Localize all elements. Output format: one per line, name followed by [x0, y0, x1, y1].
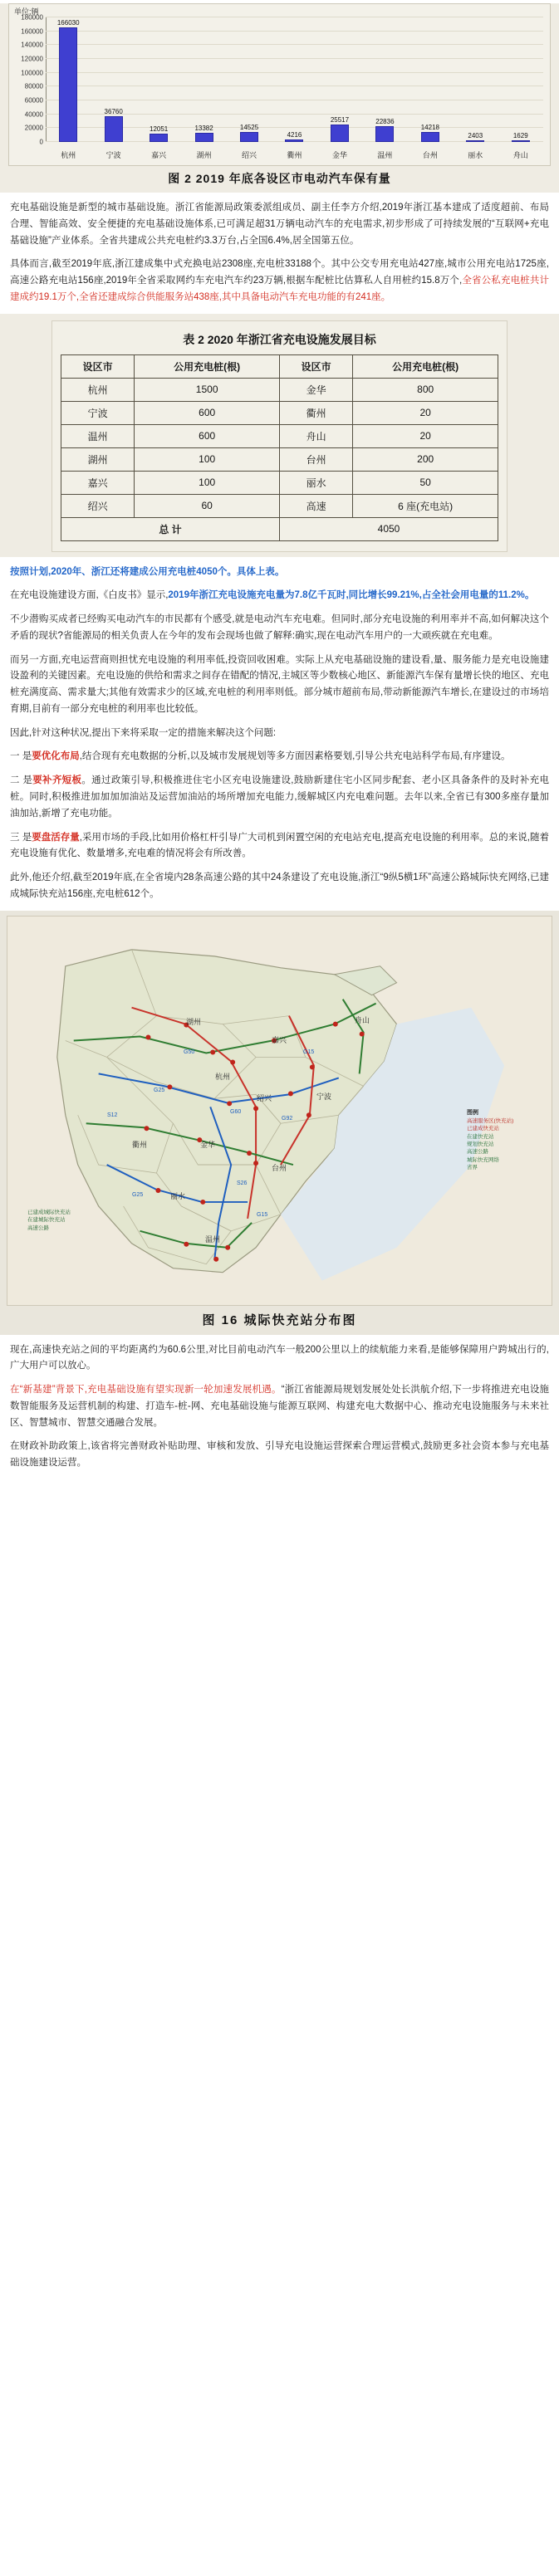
paragraph-13-rest: “浙江省能源局规划发展处处长洪航介绍,下一步将推进充电设施数智能服务及运营机制的构建、打造车-桩-网、充电基础设施与能源互联网、构建充电大数据中心、推动充电设施服务与未来社区、智慧城市、智慧交通融合发展。 — [10, 1385, 549, 1428]
map-city-label: 绍兴 — [257, 1093, 272, 1102]
bar-value-label: 22836 — [375, 117, 395, 125]
table-cell: 丽水 — [279, 471, 352, 494]
table-row — [61, 471, 498, 494]
map-legend — [467, 1109, 547, 1172]
bar-value-label: 14218 — [420, 124, 439, 132]
measure-2-text: 。通过政策引导,积极推进住宅小区充电设施建设,鼓励新建住宅小区同步配套、老小区具备条件的及时补充电桩。同时,积极推进加加加加油站及运营加油站的场所增加充电能力,缓解城区内充电难问题。去年以来,全省已有300多座存量加油加站,新增了充电功能。 — [10, 775, 550, 819]
legend-secondary-item: 已建成城际快充站 — [27, 1209, 71, 1215]
table-cell: 20 — [353, 424, 498, 447]
table-cell: 50 — [353, 471, 498, 494]
table-cell: 衢州 — [279, 401, 352, 424]
bar-chart — [8, 3, 551, 166]
measure-3-text: ,采用市场的手段,比如用价格杠杆引导广大司机到闲置空闲的充电站充电,提高充电设施的利用率。总的来说,随着充电设施有优化、数量增多,充电难的情况将会有所改善。 — [10, 832, 550, 859]
map-road-label: G92 — [282, 1115, 293, 1122]
paragraph-10 — [10, 830, 549, 863]
bar — [421, 132, 439, 142]
paragraph-11: 此外,他还介绍,截至2019年底,在全省境内28条高速公路的其中24条建设了充电设施,浙江“9纵5横1环”高速公路城际快充网络,已建成城际快充站156座,充电桩612个。 — [10, 873, 549, 899]
table-cell: 绍兴 — [61, 494, 135, 517]
paragraph-13-quote: 在“新基建”背景下,充电基础设施有望实现新一轮加速发展机遇。 — [10, 1385, 282, 1396]
y-tick-label: 40000 — [24, 110, 43, 119]
measure-3-prefix: 三 是 — [10, 832, 32, 843]
figure-16-caption: 图 16 城际快充站分布图 — [202, 1312, 357, 1327]
bar-column — [372, 17, 397, 142]
x-tick-label: 嘉兴 — [151, 151, 167, 159]
measure-3-keyword: 要盘活存量 — [32, 832, 80, 843]
y-tick-label: 80000 — [24, 82, 43, 90]
x-tick-label: 衢州 — [287, 151, 302, 159]
table-cell: 20 — [353, 401, 498, 424]
x-tick-label: 台州 — [422, 151, 438, 159]
table-row — [61, 424, 498, 447]
bar-column — [508, 17, 533, 142]
table-header-cell: 设区市 — [61, 354, 135, 378]
text-block-2 — [0, 557, 559, 903]
measure-2-keyword: 要补齐短板 — [32, 775, 82, 786]
table-cell: 600 — [135, 401, 280, 424]
legend-item: 省界 — [467, 1165, 478, 1171]
bar-column — [327, 17, 352, 142]
bar-series — [46, 17, 543, 142]
map-legend-secondary — [27, 1209, 71, 1233]
table-header-cell: 公用充电桩(根) — [353, 354, 498, 378]
bar-column — [101, 17, 126, 142]
measure-1-keyword: 要优化布局 — [32, 751, 80, 762]
table-2-frame — [51, 320, 508, 552]
legend-item: 城际快充网络 — [467, 1156, 499, 1163]
measure-2-prefix: 二 是 — [10, 775, 33, 786]
bar — [512, 140, 530, 142]
bar-column — [237, 17, 262, 142]
paragraph-12: 现在,高速快充站之间的平均距离约为60.6公里,对比目前电动汽车一般200公里以上的续航能力来看,是能够保障用户跨城出行的,广大用户可以放心。 — [10, 1344, 549, 1371]
table-row — [61, 494, 498, 517]
bar-column — [192, 17, 217, 142]
table-cell: 温州 — [61, 424, 135, 447]
x-tick-label: 湖州 — [196, 151, 212, 159]
table-2-title: 表 2 2020 年浙江省充电设施发展目标 — [183, 332, 376, 346]
paragraph-4-highlight: 2019年浙江充电设施充电量为7.8亿千瓦时,同比增长99.21%,占全社会用电量的11.2%。 — [168, 590, 535, 601]
map-city-label: 丽水 — [170, 1191, 186, 1200]
table-cell: 金华 — [279, 378, 352, 401]
text-block-3 — [0, 1335, 559, 1472]
legend-item: 高速公路 — [467, 1149, 488, 1156]
table-cell: 舟山 — [279, 424, 352, 447]
legend-secondary-list — [27, 1209, 71, 1233]
table-total-row — [61, 517, 498, 540]
map-city-label: 衢州 — [132, 1140, 148, 1149]
bar-value-label: 13382 — [194, 124, 213, 132]
bar-column — [146, 17, 171, 142]
legend-item: 规划快充站 — [467, 1141, 494, 1148]
map-road-label: G25 — [154, 1087, 165, 1093]
map-road-label: G50 — [184, 1048, 195, 1055]
x-tick-labels — [46, 149, 543, 160]
legend-item-list — [467, 1117, 547, 1172]
legend-item: 在建快充站 — [467, 1133, 494, 1140]
chart-plot-area — [21, 13, 543, 146]
table-cell: 6 座(充电站) — [353, 494, 498, 517]
paragraph-9 — [10, 773, 549, 822]
paragraph-4 — [10, 588, 549, 604]
y-tick-label: 140000 — [21, 41, 43, 49]
table-row — [61, 401, 498, 424]
bar — [105, 116, 123, 142]
table-cell: 1500 — [135, 378, 280, 401]
paragraph-3: 按照计划,2020年、浙江还将建成公用充电桩4050个。具体上表。 — [10, 566, 285, 577]
y-tick-label: 60000 — [24, 96, 43, 105]
figure-16-block — [0, 911, 559, 1335]
map-city-label: 杭州 — [215, 1072, 231, 1081]
table-cell: 嘉兴 — [61, 471, 135, 494]
bar-value-label: 1629 — [512, 132, 528, 139]
map-image — [7, 916, 552, 1306]
paragraph-2 — [10, 257, 549, 306]
bar-value-label: 14525 — [239, 123, 259, 131]
text-block-1 — [0, 193, 559, 306]
table-2 — [61, 354, 498, 541]
x-tick-label: 金华 — [331, 151, 347, 159]
map-city-label: 台州 — [272, 1163, 287, 1172]
bar-value-label: 12051 — [150, 125, 169, 133]
table-header-cell: 设区市 — [279, 354, 352, 378]
bar-value-label: 166030 — [56, 18, 80, 27]
table-total-label: 总 计 — [61, 517, 280, 540]
y-tick-label: 180000 — [21, 13, 43, 22]
legend-title: 图例 — [467, 1109, 478, 1116]
paragraph-6: 而另一方面,充电运营商则担忧充电设施的利用率低,投资回收困难。实际上从充电基础设施的建设看,量、服务能力是充电设施建设盈利的关键因素。充电设施的供给和需求之间存在错配的情况,主城区等少数核心地区、新能源汽车保有量增长快的地区、充电桩充满度高、需求量大;其他有效需求少的区域,充电桩的利用率则低。部分城市超前布局,带动新能源汽车增长,在建设过的市场培育期,目前有一部分充电桩的利用率也比较低。 — [10, 654, 549, 714]
bar-value-label: 25517 — [330, 115, 350, 124]
paragraph-4-pre: 在充电设施建设方面,《白皮书》显示, — [10, 590, 169, 601]
bar-value-label: 4216 — [287, 130, 302, 139]
paragraph-2-pre: 具体而言,截至2019年底,浙江建成集中式充换电站2308座,充电桩33188个。其中公交专用充电站427座,城市公用充电站1725座,高速公路充电站156座,2019年全省采取网约车充电汽车约23万辆,根据车配桩比估算私人自用桩约15.8万个, — [10, 259, 549, 286]
bar — [59, 27, 77, 142]
map-city-label: 宁波 — [316, 1092, 332, 1101]
table-row — [61, 447, 498, 471]
table-cell: 100 — [135, 447, 280, 471]
figure-2-block — [0, 3, 559, 193]
legend-item: 已建成快充站 — [467, 1126, 499, 1132]
table-cell: 宁波 — [61, 401, 135, 424]
y-tick-label: 120000 — [21, 55, 43, 63]
map-road-label: G25 — [132, 1191, 144, 1198]
table-cell: 800 — [353, 378, 498, 401]
figure-2-caption: 图 2 2019 年底各设区市电动汽车保有量 — [168, 172, 391, 185]
map-city-label: 嘉兴 — [272, 1035, 287, 1044]
map-road-label: G15 — [257, 1211, 268, 1218]
bar-column — [463, 17, 488, 142]
table-cell: 200 — [353, 447, 498, 471]
measure-1-text: ,结合现有充电数据的分析,以及城市发展规划等多方面因素格要划,引导公共充电站科学布局,有序建设。 — [79, 751, 511, 762]
x-tick-label: 绍兴 — [242, 151, 257, 159]
bar — [150, 134, 168, 142]
table-cell: 台州 — [279, 447, 352, 471]
table-2-block — [0, 314, 559, 557]
legend-item: 高速服务区(快充站) — [467, 1117, 514, 1124]
map-city-label: 舟山 — [355, 1015, 370, 1024]
paragraph-14: 在财政补助政策上,该省将完善财政补贴助理、审核和发放、引导充电设施运营探索合理运营模式,鼓励更多社会资本参与充电基础设施建设运营。 — [10, 1441, 549, 1469]
map-road-label: S12 — [107, 1112, 118, 1118]
x-tick-label: 杭州 — [61, 151, 76, 159]
paragraph-7: 因此,针对这种状况,提出下来将采取一定的措施来解决这个问题: — [10, 727, 277, 738]
table-cell: 高速 — [279, 494, 352, 517]
chart-unit-label: 单位:辆 — [14, 7, 39, 16]
y-tick-label: 100000 — [21, 69, 43, 77]
x-tick-label: 舟山 — [512, 151, 528, 159]
bar-column — [418, 17, 443, 142]
bar-value-label: 2403 — [468, 132, 483, 139]
bar — [375, 126, 394, 142]
table-cell: 杭州 — [61, 378, 135, 401]
paragraph-8 — [10, 749, 549, 765]
map-city-label: 温州 — [205, 1234, 221, 1244]
bar-column — [56, 17, 81, 142]
bar — [195, 133, 213, 142]
table-header-row — [61, 354, 498, 378]
table-cell: 600 — [135, 424, 280, 447]
map-road-label: G60 — [230, 1108, 242, 1115]
x-tick-label: 丽水 — [468, 151, 483, 159]
x-tick-label: 宁波 — [105, 151, 121, 159]
bar — [285, 139, 303, 143]
table-cell: 60 — [135, 494, 280, 517]
x-tick-label: 温州 — [377, 151, 393, 159]
paragraph-2-highlight: 全省公私充电桩共计建成约19.1万个,全省还建成综合供能服务站438座,其中具备电动汽车充电功能的有241座。 — [10, 276, 550, 302]
paragraph-13 — [10, 1382, 549, 1431]
legend-secondary-item: 高速公路 — [27, 1225, 49, 1232]
y-tick-label: 20000 — [24, 124, 43, 132]
bar — [240, 132, 258, 142]
table-total-value: 4050 — [279, 517, 498, 540]
paragraph-1: 充电基础设施是新型的城市基础设施。浙江省能源局政策委派组成员、副主任李方介绍,2019年浙江基本建成了适度超前、布局合理、智能高效、安全便捷的充电基础设施体系,已可满足超31万辆电动汽车的充电需求,初步形成了可持续发展的“互联网+充电基础设施”产业体系。全省共建成公共充电桩约3.3万台,占全国6.4%,居全国第五位。 — [10, 203, 549, 246]
table-cell: 100 — [135, 471, 280, 494]
legend-secondary-item: 在建城际快充站 — [27, 1217, 66, 1224]
paragraph-5: 不少潜购买成者已经购买电动汽车的市民都有个感受,就是电动汽车充电难。但同时,部分充电设施的利用率并不高,如何解决这个矛盾的现状?省能源局的相关负责人在今年的发布会现场也做了解释:确实,现在电动汽车用户的一大顽疾就在充电难。 — [10, 614, 549, 641]
y-tick-label: 160000 — [21, 27, 43, 36]
bar — [466, 140, 484, 142]
bar — [331, 125, 349, 142]
map-road-label: G15 — [303, 1048, 315, 1055]
table-cell: 湖州 — [61, 447, 135, 471]
bar-value-label: 36760 — [104, 108, 123, 116]
y-tick-label: 0 — [39, 138, 43, 146]
bar-column — [282, 17, 306, 142]
map-city-label: 湖州 — [186, 1017, 202, 1026]
map-city-label: 金华 — [200, 1140, 216, 1149]
map-road-label: S26 — [237, 1180, 248, 1186]
measure-1-prefix: 一 是 — [10, 751, 32, 762]
table-header-cell: 公用充电桩(根) — [135, 354, 280, 378]
table-body — [61, 378, 498, 517]
table-row — [61, 378, 498, 401]
